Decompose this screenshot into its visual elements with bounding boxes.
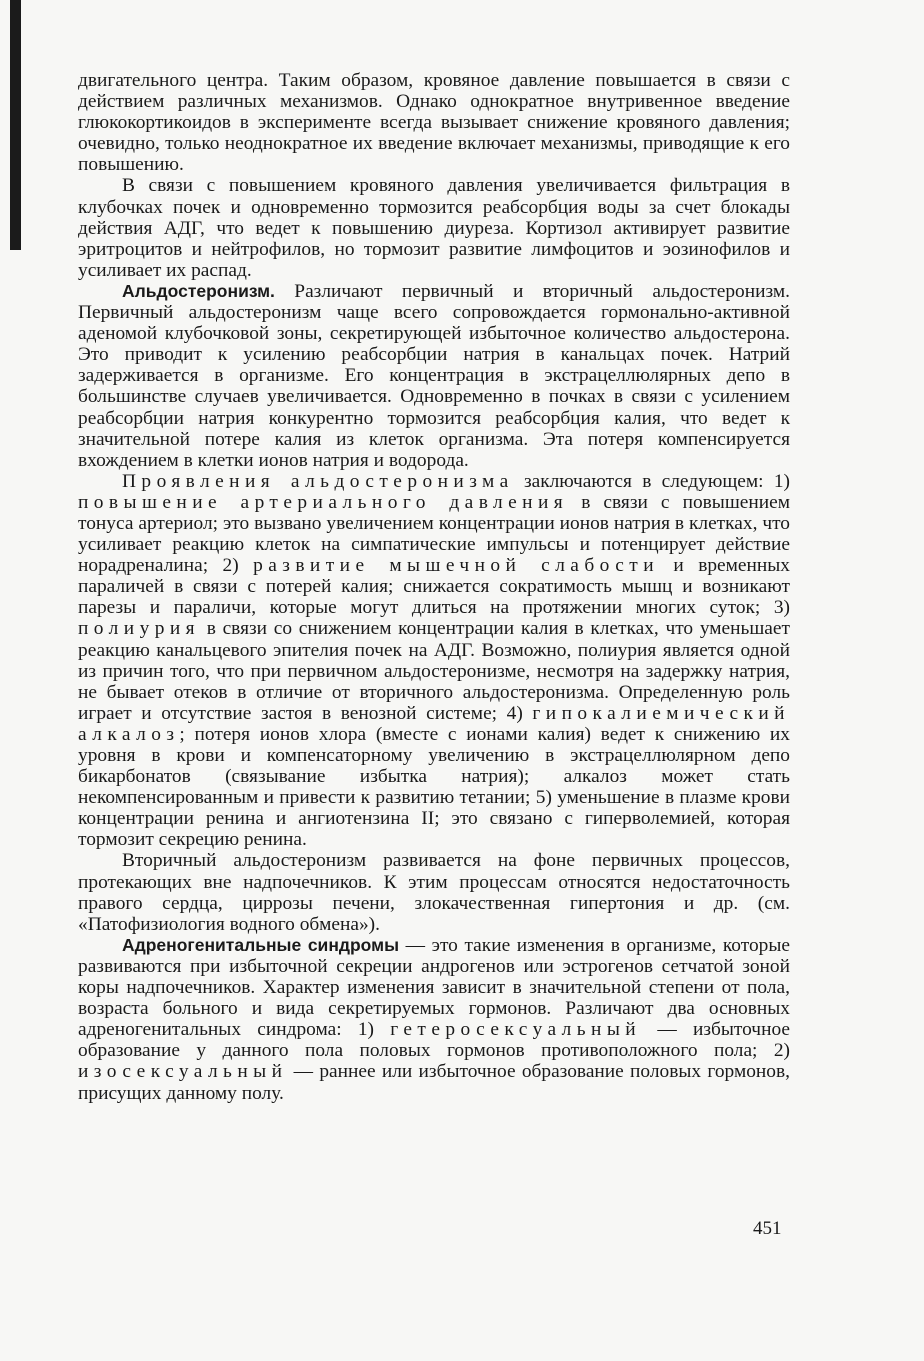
paragraph-adrenogenital: [78, 935, 790, 1104]
manifestations-text-4: в связи со снижением концентрации калия в клетках, что уменьшает реакцию канальцевого эпителия почек на АДГ. Возможно, полиурия является одной из причин того, что при первичном альдостеронизме, несмотря на задержку натрия, не бывает отеков в отличие от вторичного альдостеронизма. Определенную роль играет и отсутствие застоя в венозной системе; 4): [78, 618, 790, 724]
paragraph-cortisol-effects: В связи с повышением кровяного давления увеличивается фильтрация в клубочках почек и одновременно тормозится реабсорбция воды за счет блокады действия АДГ, что ведет к повышению диуреза. Кортизол активирует развитие эритроцитов и нейтрофилов, но тормозит развитие лимфоцитов и эозинофилов и усиливает их распад.: [78, 175, 790, 281]
document-page: [78, 70, 790, 1104]
term-heterosexual: гетеросексуальный: [390, 1019, 642, 1041]
manifestations-text-1: заключаются в следующем: 1): [513, 470, 790, 492]
adrenogenital-text-1: — это такие изменения в организме, которые развиваются при избыточной секреции андрогенов или эстрогенов сетчатой зоной коры надпочечников. Характер изменения зависит в значительной степени от пола, возраста больного и вида секретируемых гормонов. Различают два основных адреногенитальных синдрома: 1): [78, 934, 790, 1041]
term-polyuria: полиурия: [78, 618, 201, 640]
aldosteronism-body: Различают первичный и вторичный альдостеронизм. Первичный альдостеронизм чаще всего сопровождается гормонально-активной аденомой клубочковой зоны, секретирующей избыточное количество альдостерона. Это приводит к усилению реабсорбции натрия в канальцах почек. Натрий задерживается в организме. Его концентрация в экстрацеллюлярных депо в большинстве случаев увеличивается. Одновременно в почках в связи с усилением реабсорбции натрия конкурентно тормозится реабсорбция калия, что ведет к значительной потере калия из клеток организма. Эта потеря компенсируется вхождением в клетки ионов натрия и водорода.: [78, 280, 790, 471]
term-hypertension: повышение артериального давления: [78, 491, 569, 513]
manifestations-text-5: ; потеря ионов хлора (вместе с ионами калия) ведет к снижению их уровня в крови и компенсаторному увеличению в экстрацеллюлярном депо бикарбонатов (связывание избытка натрия); алкалоз может стать некомпенсированным и привести к развитию тетании; 5) уменьшение в плазме крови концентрации ренина и ангиотензина II; это связано с гиперволемией, которая тормозит секрецию ренина.: [78, 723, 790, 851]
adrenogenital-text-2: — избыточное образование у данного пола половых гормонов противоположного пола; 2): [78, 1019, 790, 1062]
adrenogenital-text-3: — раннее или избыточное образование половых гормонов, присущих данному полу.: [78, 1061, 790, 1104]
paragraph-manifestations: [78, 471, 790, 851]
term-isosexual: изосексуальный: [78, 1061, 288, 1083]
manifestations-term: Проявления альдостеронизма: [122, 470, 514, 492]
term-alkalosis: гипокалиемический алкалоз: [78, 702, 790, 745]
scan-edge-shadow: [10, 0, 21, 250]
page-number: 451: [753, 1218, 782, 1239]
paragraph-aldosteronism: [78, 281, 790, 471]
manifestations-text-3: и временных параличей в связи с потерей калия; снижается сократимость мышц и возникают парезы и параличи, которые могут длиться на протяжении многих суток; 3): [78, 555, 791, 619]
adrenogenital-heading: Адреногенитальные синдромы: [122, 934, 400, 955]
paragraph-secondary-aldosteronism: Вторичный альдостеронизм развивается на фоне первичных процессов, протекающих вне надпочечников. К этим процессам относятся недостаточность правого сердца, циррозы печени, злокачественная гипертония и др. (см. «Патофизиология водного обмена»).: [78, 850, 790, 935]
aldosteronism-heading: Альдостеронизм.: [122, 280, 275, 301]
paragraph-continuation: двигательного центра. Таким образом, кровяное давление повышается в связи с действием различных механизмов. Однако однократное внутривенное введение глюкокортикоидов в эксперименте всегда вызывает снижение кровяного давления; очевидно, только неоднократное их введение включает механизмы, приводящие к его повышению.: [78, 70, 790, 176]
term-muscle-weakness: развитие мышечной слабости: [253, 555, 660, 577]
manifestations-text-2: в связи с повышением тонуса артериол; это вызвано увеличением концентрации ионов натрия в клетках, что усиливает реакцию клеток на симпатические импульсы и потенцирует действие норадреналина; 2): [78, 491, 790, 577]
